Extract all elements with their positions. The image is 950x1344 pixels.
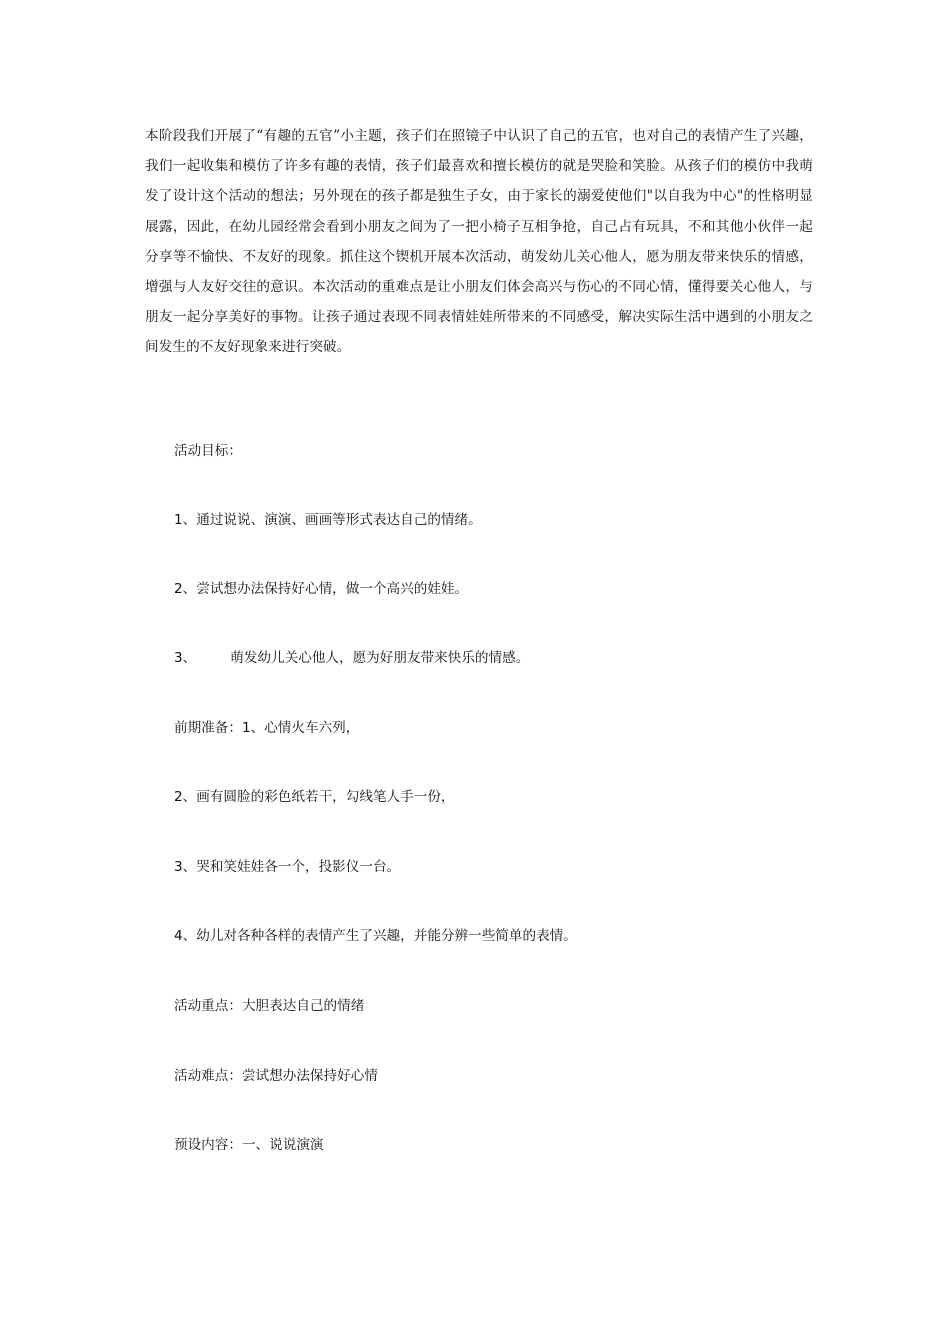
prep-text: 、心情火车六列， <box>250 720 360 736</box>
preset-content: 预设内容：一、说说演演 <box>174 1137 324 1153</box>
prep-line-1 <box>174 718 359 738</box>
activity-focus: 活动重点：大胆表达自己的情绪 <box>174 998 365 1014</box>
prep-text: 、幼儿对各种各样的表情产生了兴趣，并能分辨一些简单的表情。 <box>182 928 577 944</box>
prep-heading: 前期准备： <box>174 720 242 736</box>
prep-number: 4 <box>174 928 183 944</box>
goal-item-3 <box>174 648 529 668</box>
prep-number: 3 <box>174 859 183 875</box>
goal-number: 1 <box>174 512 183 528</box>
goal-item-2 <box>174 579 468 599</box>
prep-item-4 <box>174 926 577 946</box>
goal-number: 2 <box>174 581 183 597</box>
goal-text-continued: 萌发幼儿关心他人，愿为好朋友带来快乐的情感。 <box>230 650 530 666</box>
goal-text: 、 <box>182 650 197 666</box>
intro-paragraph: 本阶段我们开展了“有趣的五官”小主题，孩子们在照镜子中认识了自己的五官，也对自己的表情产生了兴趣，我们一起收集和模仿了许多有趣的表情，孩子们最喜欢和擅长模仿的就是哭脸和笑脸。从孩子们的模仿中我萌发了设计这个活动的想法；另外现在的孩子都是独生子女，由于家长的溺爱使他们"以自我为中心"的性格明显展露，因此，在幼儿园经常会看到小朋友之间为了一把小椅子互相争抢，自己占有玩具，不和其他小伙伴一起分享等不愉快、不友好的现象。抓住这个锲机开展本次活动，萌发幼儿关心他人，愿为朋友带来快乐的情感，增强与人友好交往的意识。本次活动的重难点是让小朋友们体会高兴与伤心的不同心情，懂得要关心他人，与朋友一起分享美好的事物。让孩子通过表现不同表情娃娃所带来的不同感受，解决实际生活中遇到的小朋友之间发生的不友好现象来进行突破。 <box>145 128 813 356</box>
prep-text: 、哭和笑娃娃各一个，投影仪一台。 <box>182 859 401 875</box>
goal-text: 、通过说说、演演、画画等形式表达自己的情绪。 <box>182 512 482 528</box>
goal-number: 3 <box>174 650 183 666</box>
prep-item-3 <box>174 857 400 877</box>
goals-heading: 活动目标： <box>174 443 242 459</box>
prep-text: 、画有圆脸的彩色纸若干，勾线笔人手一份， <box>182 789 455 805</box>
goal-item-1 <box>174 510 482 530</box>
prep-number: 2 <box>174 789 183 805</box>
prep-item-2 <box>174 787 455 807</box>
goal-text: 、尝试想办法保持好心情，做一个高兴的娃娃。 <box>182 581 469 597</box>
activity-difficulty: 活动难点：尝试想办法保持好心情 <box>174 1068 378 1084</box>
prep-number: 1 <box>241 720 251 736</box>
